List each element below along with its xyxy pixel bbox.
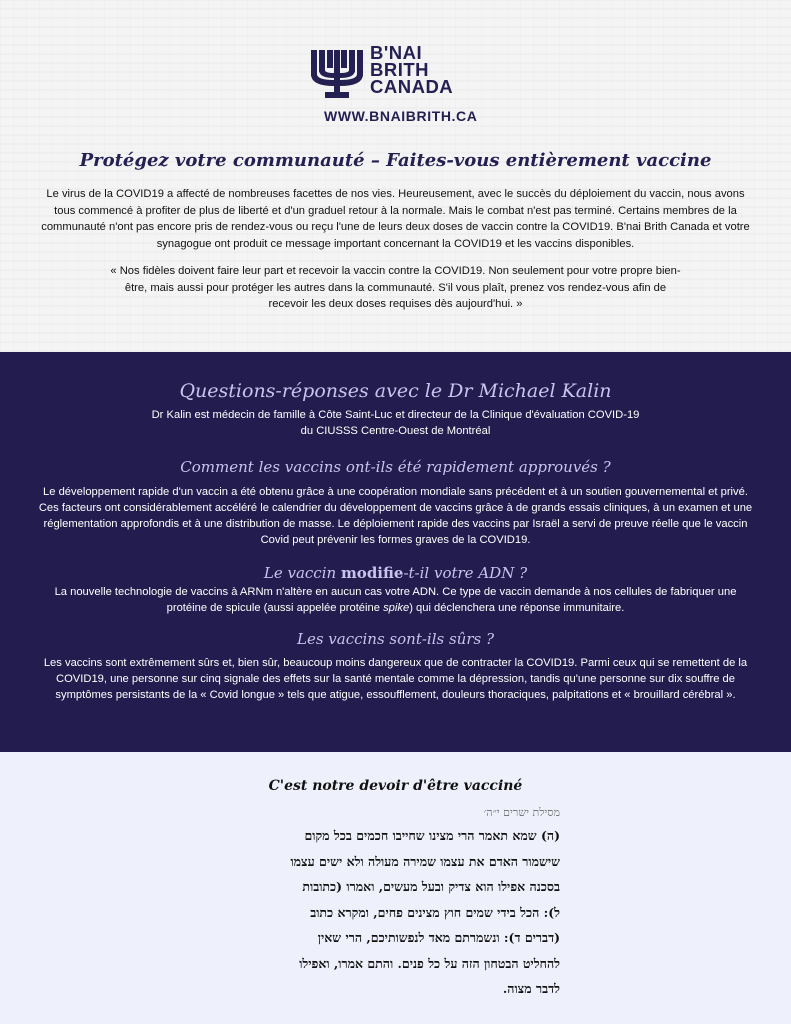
question-dna-bold: modifie (340, 564, 404, 582)
hebrew-line: (ה) שמא תאמר הרי מצינו שחייבו חכמים בכל מקום (304, 828, 560, 843)
question-approval: Comment les vaccins ont-ils été rapidement approuvés ? (180, 458, 611, 476)
qa-title: Questions-réponses avec le Dr Michael Kalin (179, 380, 612, 402)
logo-line: B'NAI (370, 42, 423, 63)
hebrew-line: לדבר מצוה. (502, 981, 560, 996)
rabbi-quote: « Nos fidèles doivent faire leur part et recevoir la vaccin contre la COVID19. Non seulement pour votre propre bien-être, mais aussi pour protéger les autres dans la communauté. S'il vous plaît, prenez vos rendez-vous afin de recevoir les deux doses requises dès aujourd'hui. » (110, 265, 681, 310)
hebrew-line: להחליט הבטחון הזה על כל פנים. והתם אמרו, ואפילו (299, 955, 560, 971)
answer-dna-part: La nouvelle technologie de vaccins à ARNm n'altère en aucun cas votre ADN. Ce type de vaccin demande à nos cellules de fabriquer une protéine de spicule (aussi appelée protéine (54, 586, 737, 614)
answer-approval: Le développement rapide d'un vaccin a été obtenu grâce à une coopération mondiale sans précédent et à un soutien gouvernemental et privé. Ces facteurs ont considérablement accéléré le calendrier du développement de vaccins grâce à de grands essais cliniques, à un examen et une réglementation approfondis et à une distribution de masse. Le déploiement rapide des vaccins par Israël a servi de preuve réelle que le vaccin Covid peut prévenir les formes graves de la COVID19. (38, 486, 753, 546)
answer-dna (38, 584, 753, 616)
hebrew-text (230, 828, 560, 1007)
logo-wordmark (370, 44, 453, 95)
logo-line: BRITH (370, 59, 430, 80)
hebrew-line: שישמור האדם את עצמו שמירה מעולה ולא ישים עצמו (290, 853, 560, 869)
hebrew-line: ל): הכל בידי שמים חוץ מצינים פחים, ומקרא כתוב (310, 904, 560, 920)
question-safety: Les vaccins sont-ils sûrs ? (296, 630, 495, 648)
answer-dna-emphasis: spike (383, 602, 410, 614)
logo-line: CANADA (370, 76, 454, 97)
hebrew-line: (דברים ד): ונשמרתם מאד לנפשותיכם, הרי שאין (317, 930, 560, 945)
website-link[interactable]: WWW.BNAIBRITH.CA (324, 108, 478, 124)
doctor-bio: Dr Kalin est médecin de famille à Côte Saint-Luc et directeur de la Clinique d'évaluation COVID-19 du CIUSSS Centre-Ouest de Montréal (151, 409, 640, 437)
question-dna-part: -t-il votre ADN ? (403, 564, 528, 582)
hebrew-source: מסילת ישרים י״ה׳ (483, 806, 560, 819)
intro-paragraph: Le virus de la COVID19 a affecté de nombreuses facettes de nos vies. Heureusement, avec le succès du déploiement du vaccin, nous avons tous commencé à profiter de plus de liberté et d'un graduel retour à la normale. Mais le combat n'est pas terminé. Certains membres de la communauté n'ont pas encore pris de rendez-vous ou reçu l'une de leurs deux doses de vaccin contre la COVID19. B'nai Brith Canada et votre synagogue ont produit ce message important concernant la COVID19 et les vaccins disponibles. (41, 188, 750, 250)
duty-title: C'est notre devoir d'être vacciné (268, 778, 523, 794)
question-dna (0, 564, 791, 582)
bnai-brith-logo[interactable] (309, 42, 489, 128)
hebrew-line: בסכנה אפילו הוא צדיק ובעל מעשים, ואמרו (כתובות (302, 879, 560, 894)
answer-safety: Les vaccins sont extrêmement sûrs et, bien sûr, beaucoup moins dangereux que de contracter la COVID19. Parmi ceux qui se remettent de la COVID19, une personne sur cinq signale des effets sur la santé mentale comme la dépression, tandis qu'une personne sur dix souffre de symptômes persistants de la « Covid longue » tels que atigue, essoufflement, douleurs thoraciques, palpitations et « brouillard cérébral ». (43, 657, 748, 701)
page-title: Protégez votre communauté – Faites-vous entièrement vaccine (79, 150, 712, 171)
answer-dna-part: ) qui déclenchera une réponse immunitaire. (409, 602, 625, 614)
menorah-icon (309, 46, 365, 102)
question-dna-part: Le vaccin (263, 564, 341, 582)
